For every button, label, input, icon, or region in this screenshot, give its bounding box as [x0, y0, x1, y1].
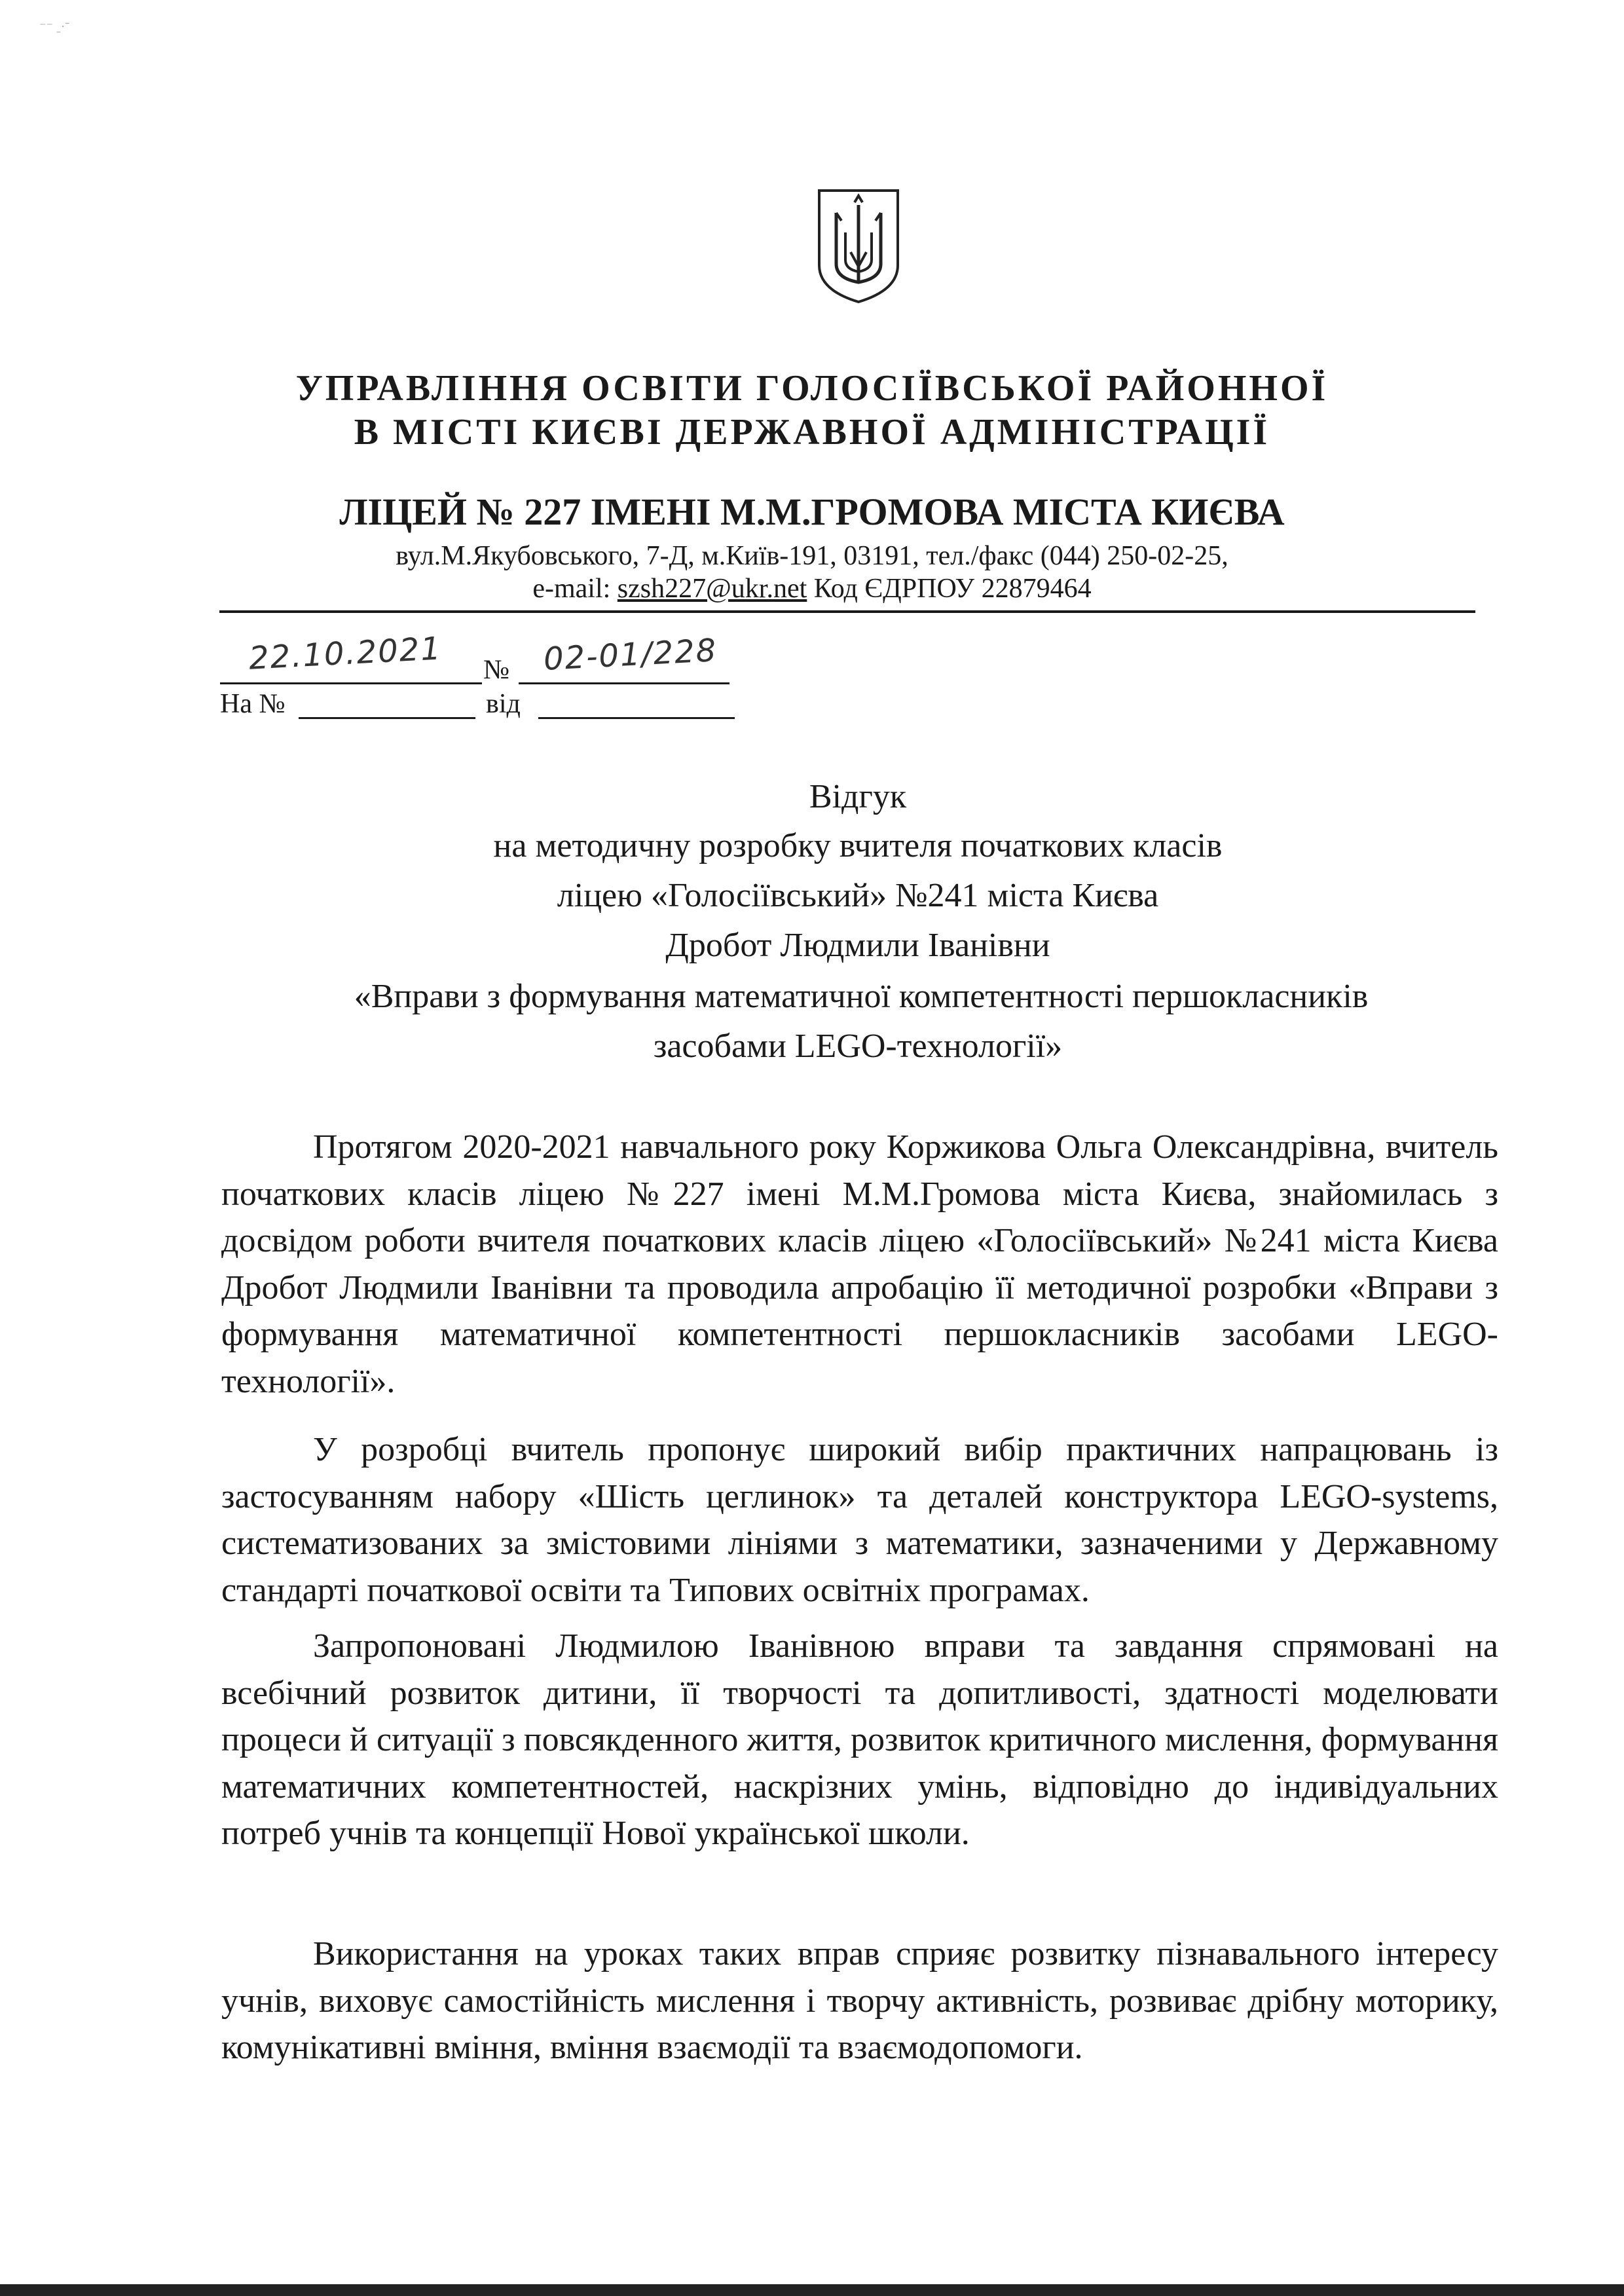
- number-label: №: [483, 655, 510, 685]
- ref-date-line: [538, 717, 735, 719]
- edrpou-code: Код ЄДРПОУ 22879464: [813, 574, 1092, 604]
- doc-subtitle-line-3: ліцею «Голосіївський» №241 міста Києва: [557, 877, 1159, 914]
- date-handwritten: 22.10.2021: [248, 630, 443, 677]
- ref-number-line: [299, 717, 475, 719]
- paragraph-3-text: Запропоновані Людмилою Іванівною вправи та завдання спрямовані на всебічний розвиток дитини, її творчості та допитливості, здатності моделювати процеси й ситуації з повсякденного життя, розвиток критичного мислення, формування математичних компетентностей, наскрізних умінь, відповідно до індивідуальних потреб учнів та концепції Нової української школи.: [221, 1627, 1498, 1852]
- paragraph-1: [221, 1124, 1498, 1405]
- school-address: вул.М.Якубовського, 7-Д, м.Київ-191, 03191, тел./факс (044) 250-02-25,: [396, 541, 1228, 571]
- scan-marks: ⁻⁻ ˍ·ˉ: [39, 20, 70, 34]
- date-line: [220, 682, 482, 684]
- doc-subtitle-line-6: засобами LEGO-технології»: [653, 1028, 1063, 1065]
- doc-title: Відгук: [809, 778, 907, 815]
- doc-subtitle-line-5: «Вправи з формування математичної компетентності першокласників: [354, 978, 1369, 1015]
- coat-of-arms-icon: [815, 187, 902, 305]
- agency-line-1: УПРАВЛІННЯ ОСВІТИ ГОЛОСІЇВСЬКОЇ РАЙОННОЇ: [295, 368, 1329, 409]
- paragraph-3: [221, 1623, 1498, 1857]
- paragraph-4: [221, 1931, 1498, 2071]
- paragraph-2: [221, 1426, 1498, 1614]
- paragraph-2-text: У розробці вчитель пропонує широкий вибір практичних напрацювань із застосуванням набору «Шість цеглинок» та деталей конструктора LEGO-systems, систематизованих за змістовими лініями з математики, зазначеними у Державному стандарті початкової освіти та Типових освітніх програмах.: [221, 1431, 1498, 1609]
- from-label: від: [486, 689, 521, 719]
- number-handwritten: 02-01/228: [542, 632, 718, 678]
- doc-subtitle-line-2: на методичну розробку вчителя початкових класів: [493, 827, 1223, 864]
- number-line: [519, 682, 729, 684]
- doc-subtitle-line-4: Дробот Людмили Іванівни: [665, 927, 1050, 964]
- school-name: ЛІЦЕЙ № 227 ІМЕНІ М.М.ГРОМОВА МІСТА КИЄВА: [339, 491, 1285, 533]
- paragraph-1-text: Протягом 2020-2021 навчального року Коржикова Ольга Олександрівна, вчитель початкових класів ліцею №227 імені М.М.Громова міста Києва, знайомилась з досвідом роботи вчителя початкових класів ліцею «Голосіївський» №241 міста Києва Дробот Людмили Іванівни та проводила апробацію її методичної розробки «Вправи з формування математичної компетентності першокласників засобами LEGO-технології».: [221, 1128, 1498, 1400]
- contacts-line: [0, 573, 1624, 604]
- ref-label: На №: [220, 689, 286, 719]
- email-label: e-mail:: [532, 574, 611, 604]
- scan-bottom-edge: [0, 2284, 1624, 2296]
- agency-line-2: В МІСТІ КИЄВІ ДЕРЖАВНОЇ АДМІНІСТРАЦІЇ: [354, 412, 1270, 453]
- paragraph-4-text: Використання на уроках таких вправ сприяє розвитку пізнавального інтересу учнів, виховує самостійність мислення і творчу активність, розвиває дрібну моторику, комунікативні вміння, вміння взаємодії та взаємодопомоги.: [221, 1935, 1498, 2066]
- email-link[interactable]: szsh227@ukr.net: [617, 574, 807, 604]
- header-divider: [219, 610, 1475, 613]
